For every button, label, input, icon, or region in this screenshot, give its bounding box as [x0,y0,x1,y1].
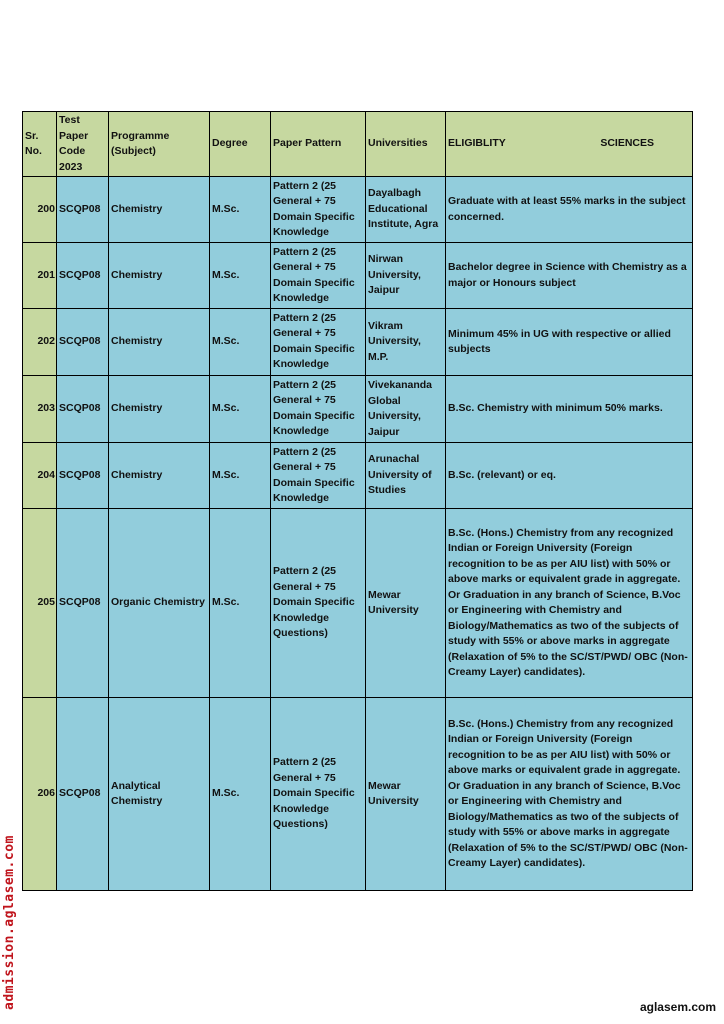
cell-sr-no: 203 [23,376,57,443]
cell-eligibility: B.Sc. (Hons.) Chemistry from any recognized Indian or Foreign University (Foreign recognition to be as per AIU list) with 50% or above marks or equivalent grade in aggregate. Or Graduation in any branch of Science, B.Voc or Engineering with Chemistry and Biology/Mathematics as two of the subjects of study with 55% or above marks in aggregate (Relaxation of 5% to the SC/ST/PWD/ OBC (Non-Creamy Layer) candidates). [446,698,693,891]
cell-eligibility: Minimum 45% in UG with respective or allied subjects [446,309,693,376]
cell-programme: Chemistry [109,177,210,243]
cell-sr-no: 205 [23,509,57,698]
paper-pattern-text: Pattern 2 (25 General + 75 Domain Specific Knowledge [273,445,355,504]
cell-sr-no: 200 [23,177,57,243]
cell-paper-pattern [271,376,366,443]
cell-paper-pattern [271,309,366,376]
paper-pattern-text: Pattern 2 (25 General + 75 Domain Specific Knowledge [273,311,355,370]
cell-paper-code: SCQP08 [57,698,109,891]
cell-degree: M.Sc. [210,309,271,376]
cell-paper-pattern [271,177,366,243]
watermark-aglasem: aglasem.com [639,1000,716,1014]
table-row [23,698,693,891]
header-paper-pattern: Paper Pattern [271,112,366,177]
header-stream-label: SCIENCES [600,137,654,150]
header-degree: Degree [210,112,271,177]
cell-eligibility: Bachelor degree in Science with Chemistry as a major or Honours subject [446,243,693,309]
table-row [23,443,693,509]
table-row [23,509,693,698]
cell-paper-pattern: Pattern 2 (25 General + 75 Domain Specific Knowledge Questions) [271,698,366,891]
cell-programme: Chemistry [109,443,210,509]
header-test-paper-code: Test Paper Code 2023 [57,112,109,177]
cell-paper-pattern: Pattern 2 (25 General + 75 Domain Specific Knowledge Questions) [271,509,366,698]
cell-eligibility: B.Sc. (Hons.) Chemistry from any recognized Indian or Foreign University (Foreign recognition to be as per AIU list) with 50% or above marks or equivalent grade in aggregate. Or Graduation in any branch of Science, B.Voc or Engineering with Chemistry and Biology/Mathematics as two of the subjects of study with 55% or above marks in aggregate (Relaxation of 5% to the SC/ST/PWD/ OBC (Non-Creamy Layer) candidates). [446,509,693,698]
cell-university: Mewar University [366,698,446,891]
header-universities: Universities [366,112,446,177]
table-row [23,309,693,376]
cell-degree: M.Sc. [210,698,271,891]
cell-university: Vikram University, M.P. [366,309,446,376]
header-eligibility-label: ELIGIBLITY [448,137,506,150]
watermark-admission-aglasem: admission.aglasem.com [2,835,17,1010]
paper-pattern-text: Pattern 2 (25 General + 75 Domain Specific Knowledge [273,179,355,238]
cell-university: Vivekananda Global University, Jaipur [366,376,446,443]
paper-pattern-text: Pattern 2 (25 General + 75 Domain Specific Knowledge [273,245,355,304]
cell-university: Mewar University [366,509,446,698]
cell-programme: Organic Chemistry [109,509,210,698]
header-sr-no: Sr. No. [23,112,57,177]
header-row [23,112,693,177]
table-row [23,243,693,309]
header-eligibility [446,112,693,177]
eligibility-table [22,111,693,891]
cell-degree: M.Sc. [210,243,271,309]
cell-paper-code: SCQP08 [57,309,109,376]
cell-eligibility: Graduate with at least 55% marks in the subject concerned. [446,177,693,243]
cell-paper-code: SCQP08 [57,443,109,509]
table-row [23,376,693,443]
cell-sr-no: 201 [23,243,57,309]
cell-degree: M.Sc. [210,376,271,443]
cell-paper-code: SCQP08 [57,509,109,698]
cell-degree: M.Sc. [210,177,271,243]
cell-programme: Chemistry [109,309,210,376]
cell-sr-no: 204 [23,443,57,509]
table-row [23,177,693,243]
paper-pattern-text: Pattern 2 (25 General + 75 Domain Specific Knowledge [273,378,355,437]
cell-paper-pattern [271,443,366,509]
cell-university: Nirwan University, Jaipur [366,243,446,309]
cell-paper-code: SCQP08 [57,177,109,243]
cell-programme: Chemistry [109,376,210,443]
header-programme: Programme (Subject) [109,112,210,177]
cell-sr-no: 202 [23,309,57,376]
cell-degree: M.Sc. [210,443,271,509]
cell-university: Dayalbagh Educational Institute, Agra [366,177,446,243]
cell-paper-pattern [271,243,366,309]
cell-programme: Chemistry [109,243,210,309]
cell-paper-code: SCQP08 [57,376,109,443]
cell-eligibility: B.Sc. Chemistry with minimum 50% marks. [446,376,693,443]
cell-university: Arunachal University of Studies [366,443,446,509]
cell-programme: Analytical Chemistry [109,698,210,891]
cell-eligibility: B.Sc. (relevant) or eq. [446,443,693,509]
cell-paper-code: SCQP08 [57,243,109,309]
cell-sr-no: 206 [23,698,57,891]
cell-degree: M.Sc. [210,509,271,698]
